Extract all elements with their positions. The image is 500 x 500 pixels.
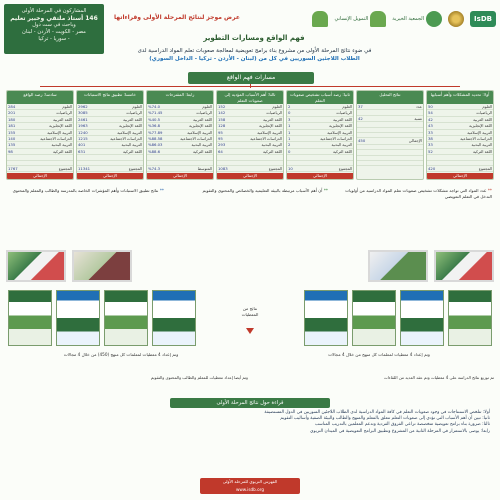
analysis-marker: **	[323, 188, 328, 193]
participants-line-2: 146 أستاذ ملتقي وخبير تعليم	[10, 15, 98, 22]
seal-icon	[448, 11, 464, 27]
row-value: 42	[427, 116, 453, 122]
path-column	[6, 90, 74, 180]
subtitle-line-2: الطلاب اللاجئين السوريين في كل من (لبنان - الأردن - تركيا - الداخل السوري)	[149, 55, 360, 62]
row-label: التربية البدنية	[453, 142, 493, 148]
row-value: 181	[7, 123, 33, 129]
row-label: اللغة العربية	[33, 116, 73, 122]
workshop-photo	[368, 250, 428, 282]
recommendations-title: قراءة حول نتائج المرحلة الأولى	[170, 398, 330, 408]
row-label: التربية الإسلامية	[243, 129, 283, 135]
row-label	[383, 160, 423, 165]
row-value: 201	[7, 110, 33, 116]
recommendation-item: ثانيا: تبين أن أهم الأسباب التي تؤدي إلى صعوبات التعلم تتعلق بالمعلم والمنهج والطالب والبيئة الصفية وأساليب التقويم	[280, 416, 490, 422]
row-value: 43	[427, 123, 453, 129]
row-label: التربية البدنية	[173, 142, 213, 148]
table-row	[217, 166, 283, 172]
row-value: 50	[427, 104, 453, 110]
participants-line-3: وباحث في ست دول	[32, 22, 76, 28]
analysis-text: عدد المواد التي تواجه مشكلات تشخيص صعوبات تعلم المواد الدراسية من أولويات التدخل في التعلم التعويضي	[345, 188, 492, 199]
row-label: الدراسات الاجتماعية	[33, 136, 73, 142]
row-value: 284	[7, 104, 33, 110]
row-label: اللغة التركية	[453, 148, 493, 154]
row-value: 1	[287, 136, 313, 142]
row-value: %88.58	[147, 136, 173, 142]
analysis-text: أن أهم الأسباب مرتبطة بالبيئة التعليمية والخصائص والمحتوى والتقويم	[202, 188, 323, 193]
humanitarian-logo-label: التمويل الإنساني	[334, 16, 369, 22]
row-label: الرياضيات	[33, 110, 73, 116]
charity-logo-label: الجمعية الخيرية	[392, 16, 424, 22]
row-label: العلوم	[243, 104, 283, 110]
row-value: 95	[217, 136, 243, 142]
row-label: نسبة	[383, 115, 423, 121]
analysis-marker: **	[159, 188, 164, 193]
row-label: اللغة الإنجليزية	[453, 123, 493, 129]
row-value: 450	[357, 138, 383, 144]
tree-vertical-line	[250, 84, 251, 88]
row-label: التربية الإسلامية	[103, 129, 143, 135]
row-value: 2	[287, 104, 313, 110]
row-label: الدراسات الاجتماعية	[103, 136, 143, 142]
subtitle-line-1: في ضوء نتائج المرحلة الأولى من مشروع بناء برامج تعويضية لمعالجة صعوبات تعلم المواد الدراسية لدى	[137, 48, 372, 54]
row-label: التربية الإسلامية	[313, 129, 353, 135]
output-poster	[152, 290, 196, 346]
right-note: وتم إعداد 4 معطيات لمعلمات كل منهج من خلال 4 مجالات	[328, 352, 430, 357]
participants-line-1: المشاركون في المرحلة الأولى	[21, 8, 87, 14]
bottom-strip-right: تم توزيع نتائج الدراسة على 4 معطيات وتم عقد العديد من اللقاءات	[383, 375, 494, 380]
row-label: الرياضيات	[313, 110, 353, 116]
table-row	[77, 166, 143, 172]
row-value: 631	[77, 148, 103, 154]
path-column-footer: الإجمالي	[77, 173, 143, 179]
row-value: %71.45	[147, 110, 173, 116]
participants-line-5: - سوريا - تركيا	[38, 36, 70, 42]
row-label: التربية الإسلامية	[173, 129, 213, 135]
row-value: 95	[217, 129, 243, 135]
row-value: 128	[217, 123, 243, 129]
path-column-header: نتائج التحليل	[357, 91, 423, 104]
row-label: اللغة العربية	[243, 116, 283, 122]
row-label: التربية البدنية	[243, 142, 283, 148]
logo-row	[196, 6, 496, 32]
recommendation-item: رابعا: يوصى بالاستمرار في المرحلة الثانية من المشروع وتطبيق البرامج التعويضية في الميدان التربوي	[310, 428, 490, 434]
row-value: 135	[7, 142, 33, 148]
analysis-item	[334, 186, 494, 236]
row-value: 180	[7, 116, 33, 122]
footer-line-1: الفهرس التربوي للمرحلة الأولى	[222, 479, 278, 484]
row-value: 37	[357, 104, 383, 110]
row-label: اللغة التركية	[33, 148, 73, 154]
workshop-photo	[72, 250, 132, 282]
path-column-table	[147, 104, 213, 172]
row-label: اللغة التركية	[173, 148, 213, 154]
row-label: العلوم	[453, 104, 493, 110]
left-note: وتم إعداد 4 معطيات لمعلمات كل منهج (450) من خلال 4 مجالات	[63, 352, 179, 357]
table-row	[357, 160, 423, 165]
tagline: عرض موجز لنتائج المرحلة الأولى وقراءاتها	[114, 14, 240, 21]
output-poster	[304, 290, 348, 346]
row-label: التربية الإسلامية	[33, 129, 73, 135]
row-label: المجموع	[453, 166, 493, 172]
row-label: اللغة التركية	[243, 148, 283, 154]
row-label: المجموع	[33, 166, 73, 172]
row-value	[357, 160, 383, 165]
path-column-footer: الإجمالي	[217, 173, 283, 179]
path-column-table	[427, 104, 493, 172]
row-label: العلوم	[33, 104, 73, 110]
table-row	[77, 136, 143, 142]
row-value: %40.5	[147, 116, 173, 122]
table-row	[427, 166, 493, 172]
path-column-header: سادسا: رصد الواقع	[7, 91, 73, 104]
path-column-header: ثانيا: رصد أسباب تشخيص صعوبات التعلم	[287, 91, 353, 104]
path-column-footer: الإجمالي	[427, 173, 493, 179]
path-column	[76, 90, 144, 180]
row-value: 10	[287, 166, 313, 172]
table-row	[147, 136, 213, 142]
center-note-line-2: المعطيات	[241, 311, 259, 317]
bottom-strip-left: وتم أيضا إعداد معطيات للمعلم والطالب والمحتوى والتقويم	[150, 375, 248, 380]
path-column-header: رابعا: المقترحات	[147, 91, 213, 104]
path-column	[146, 90, 214, 180]
path-column-header: ثالثا: أهم الأسباب المؤدية إلى صعوبات التعلم	[217, 91, 283, 104]
row-value: %36.8	[147, 123, 173, 129]
row-value: 1083	[217, 166, 243, 172]
paths-columns	[6, 90, 494, 180]
row-label: الرياضيات	[173, 110, 213, 116]
row-value: 420	[427, 166, 453, 172]
path-column-header: أولا: تحديد المشكلات وأهم أسبابها	[427, 91, 493, 104]
path-column-table	[77, 104, 143, 172]
row-value: %74.0	[147, 104, 173, 110]
leaf-icon	[312, 11, 328, 27]
row-value: 0	[287, 148, 313, 154]
row-value: 1240	[77, 129, 103, 135]
charity-icon	[426, 11, 442, 27]
row-value: %77.89	[147, 129, 173, 135]
row-label: التربية الإسلامية	[453, 129, 493, 135]
row-value: 1	[287, 129, 313, 135]
row-value: 33	[427, 129, 453, 135]
row-value: 1	[287, 123, 313, 129]
workshop-photo	[6, 250, 66, 282]
row-value: 158	[217, 116, 243, 122]
row-label: اللغة العربية	[313, 116, 353, 122]
tree-icon	[370, 11, 386, 27]
row-value: 0	[287, 110, 313, 116]
table-row	[7, 166, 73, 172]
row-label: الدراسات الاجتماعية	[173, 136, 213, 142]
row-value: 11341	[77, 166, 103, 172]
row-value: 2	[287, 142, 313, 148]
workshop-photo	[434, 250, 494, 282]
row-value: 401	[77, 142, 103, 148]
recommendation-item: ثالثا: ضرورة بناء برامج تعويضية متخصصة تراعي الفروق الفردية وتدعم المعلمين بالتدريب المناسب	[314, 422, 490, 428]
row-label: التربية البدنية	[33, 142, 73, 148]
table-row	[147, 166, 213, 172]
page-subtitle	[112, 48, 397, 63]
path-column-footer: الإجمالي	[287, 173, 353, 179]
path-column	[356, 90, 424, 180]
arrow-down-icon	[246, 328, 254, 334]
paths-label: مسارات فهم الواقع	[188, 72, 314, 84]
center-note	[228, 306, 272, 318]
output-poster	[352, 290, 396, 346]
row-label: المتوسط	[173, 166, 213, 172]
row-value: %74.3	[147, 166, 173, 172]
row-label: الرياضيات	[243, 110, 283, 116]
row-label: اللغة الإنجليزية	[313, 123, 353, 129]
row-value: 64	[217, 148, 243, 154]
row-value: 2461	[77, 116, 103, 122]
path-column	[286, 90, 354, 180]
output-poster	[8, 290, 52, 346]
row-value: 1767	[7, 166, 33, 172]
output-poster	[400, 290, 444, 346]
path-column-table	[287, 104, 353, 172]
row-value: 155	[7, 129, 33, 135]
row-label: العلوم	[173, 104, 213, 110]
outputs-gallery	[6, 250, 494, 370]
row-value: 142	[217, 110, 243, 116]
row-label: المجموع	[103, 166, 143, 172]
row-label: المجموع	[313, 166, 353, 172]
participants-box	[4, 4, 104, 54]
row-label: اللغة الإنجليزية	[243, 123, 283, 129]
row-label: اللغة التركية	[313, 148, 353, 154]
partner-logo	[312, 11, 328, 27]
row-value: 54	[427, 110, 453, 116]
row-value: 1963	[77, 123, 103, 129]
row-label: اللغة العربية	[173, 116, 213, 122]
analysis-item	[6, 186, 166, 236]
row-label: عدد	[383, 104, 423, 110]
table-row	[287, 166, 353, 172]
row-value: 3085	[77, 110, 103, 116]
row-label: الدراسات الاجتماعية	[243, 136, 283, 142]
recommendations-list	[10, 410, 490, 435]
path-column-table	[7, 104, 73, 172]
path-column-table	[217, 104, 283, 172]
row-label: الدراسات الاجتماعية	[453, 136, 493, 142]
analysis-text: نتائج تطبيق الاستبانات وأهم المؤشرات الخاصة بالمدرسة والطالب والمعلم والمحتوى	[12, 188, 159, 193]
row-label: الدراسات الاجتماعية	[313, 136, 353, 142]
row-label: المجموع	[243, 166, 283, 172]
isdb-logo	[470, 11, 496, 27]
path-column	[426, 90, 494, 180]
output-poster	[104, 290, 148, 346]
row-value: 293	[217, 142, 243, 148]
row-value: 42	[357, 115, 383, 121]
row-value: 140	[7, 136, 33, 142]
row-label: اللغة العربية	[103, 116, 143, 122]
row-label: الإجمالي	[383, 138, 423, 144]
path-column-footer: الإجمالي	[147, 173, 213, 179]
path-column-footer: الإجمالي	[7, 173, 73, 179]
path-column-table	[357, 104, 423, 166]
analysis-band	[6, 186, 494, 236]
path-column	[216, 90, 284, 180]
row-label: التربية البدنية	[103, 142, 143, 148]
row-value: 3	[287, 116, 313, 122]
gold-seal-logo	[448, 11, 464, 27]
row-label: اللغة الإنجليزية	[103, 123, 143, 129]
recommendation-item: أولا: تتلخص الاستنتاجات في وجود صعوبات التعلم في كافة المواد الدراسية لدى الطلاب اللاجئين السوريين في الدول المستضيفة	[264, 410, 490, 415]
row-value: 33	[427, 142, 453, 148]
row-value: 52	[427, 148, 453, 154]
row-value: 98	[7, 148, 33, 154]
bottom-strip	[6, 375, 494, 395]
row-label: اللغة الإنجليزية	[33, 123, 73, 129]
row-value: 2962	[77, 104, 103, 110]
row-label: اللغة الإنجليزية	[173, 123, 213, 129]
row-value: %86.03	[147, 142, 173, 148]
row-value: 38	[427, 136, 453, 142]
center-note-line-1: نتائج من	[242, 306, 258, 311]
row-label: التربية البدنية	[313, 142, 353, 148]
header	[4, 4, 496, 64]
output-poster	[448, 290, 492, 346]
row-label: الرياضيات	[103, 110, 143, 116]
row-label: العلوم	[103, 104, 143, 110]
page-title: فهم الواقع ومسارات التطوير	[203, 34, 305, 42]
row-label: الرياضيات	[453, 110, 493, 116]
participants-line-4: مصر - الكويت - الأردن - لبنان	[22, 29, 86, 35]
row-value: 1215	[77, 136, 103, 142]
footer-badge[interactable]	[200, 478, 300, 494]
row-value: %88.6	[147, 148, 173, 154]
output-poster	[56, 290, 100, 346]
row-label: اللغة التركية	[103, 148, 143, 154]
analysis-marker: **	[487, 188, 492, 193]
isdb-logo-mark: IsDB	[470, 11, 496, 27]
path-column-header: خامسا: تطبيق نتائج الاستبانات	[77, 91, 143, 104]
row-value: 152	[217, 104, 243, 110]
charity-logo	[392, 11, 442, 27]
row-label: اللغة العربية	[453, 116, 493, 122]
footer-link[interactable]: www.isdb.org	[235, 487, 265, 492]
row-label: العلوم	[313, 104, 353, 110]
humanitarian-logo	[334, 11, 386, 27]
analysis-item	[170, 186, 330, 236]
